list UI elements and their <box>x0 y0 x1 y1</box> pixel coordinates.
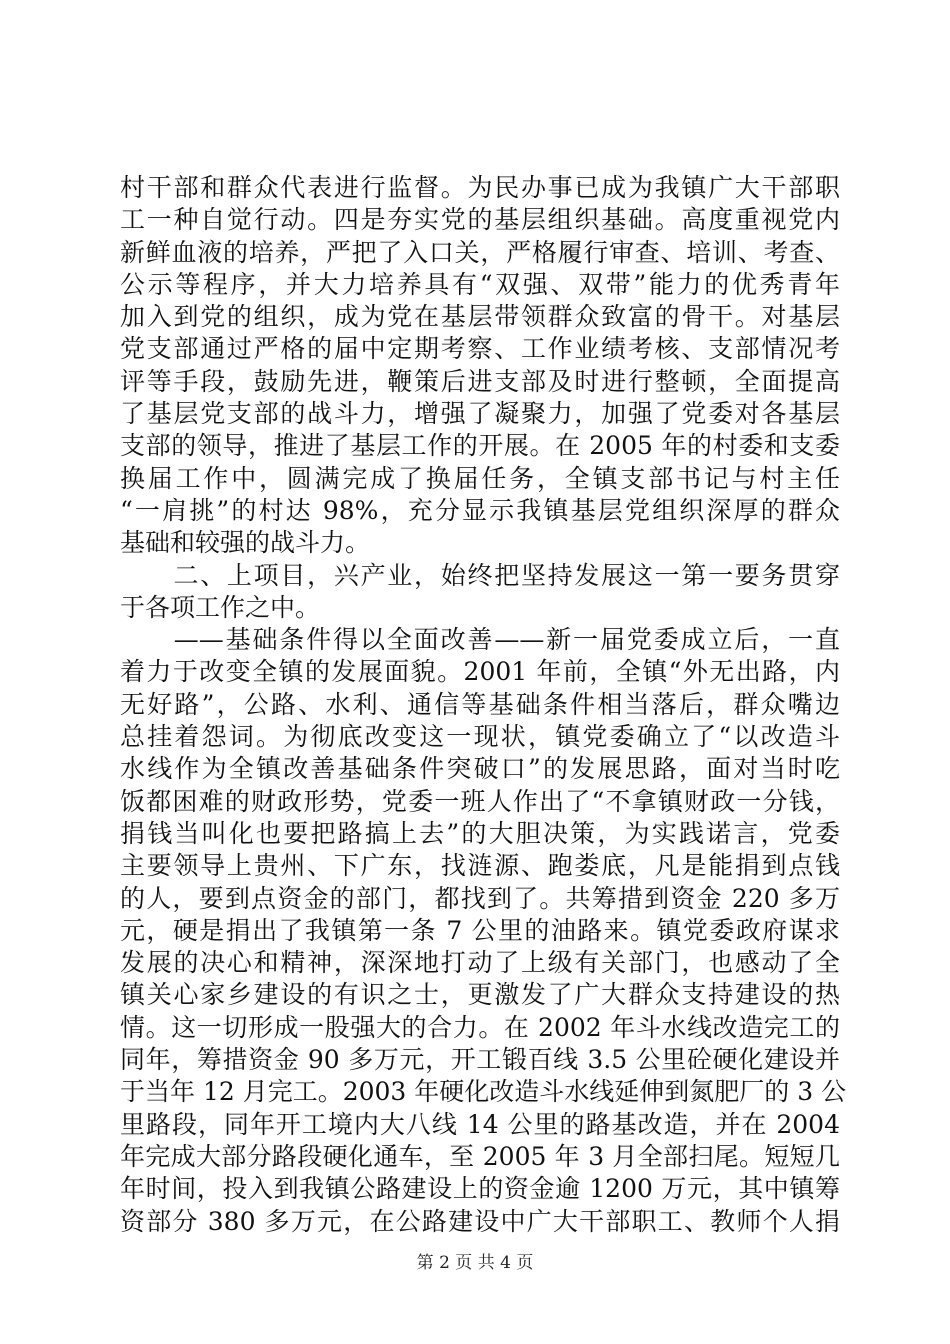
text-line: 年时间，投入到我镇公路建设上的资金逾 1200 万元，其中镇筹 <box>120 1174 840 1204</box>
text-line: 水线作为全镇改善基础条件突破口”的发展思路，面对当时吃 <box>120 754 840 784</box>
text-line: 新鲜血液的培养，严把了入口关，严格履行审查、培训、考查、 <box>120 237 840 267</box>
text-line: 于各项工作之中。 <box>120 592 321 622</box>
text-line: 换届工作中，圆满完成了换届任务，全镇支部书记与村主任 <box>120 463 840 493</box>
text-line: 二、上项目，兴产业，始终把坚持发展这一第一要务贯穿 <box>120 560 840 590</box>
text-line: 发展的决心和精神，深深地打动了上级有关部门，也感动了全 <box>120 948 840 978</box>
text-line: 工一种自觉行动。四是夯实党的基层组织基础。高度重视党内 <box>120 205 840 235</box>
text-line: 支部的领导，推进了基层工作的开展。在 2005 年的村委和支委 <box>120 431 840 461</box>
text-line: 年完成大部分路段硬化通车，至 2005 年 3 月全部扫尾。短短几 <box>120 1141 840 1171</box>
text-line: 元，硬是捐出了我镇第一条 7 公里的油路来。镇党委政府谋求 <box>120 915 840 945</box>
page-number-footer: 第 2 页 共 4 页 <box>416 1253 534 1273</box>
text-line: 资部分 380 多万元，在公路建设中广大干部职工、教师个人捐 <box>120 1206 840 1236</box>
text-line: 主要领导上贵州、下广东，找涟源、跑娄底，凡是能捐到点钱 <box>120 851 840 881</box>
document-body <box>120 172 847 1238</box>
text-line: 基础和较强的战斗力。 <box>120 528 371 558</box>
text-line: 着力于改变全镇的发展面貌。2001 年前，全镇“外无出路，内 <box>120 657 840 687</box>
text-line: 镇关心家乡建设的有识之士，更激发了广大群众支持建设的热 <box>120 980 840 1010</box>
text-line: 于当年 12 月完工。2003 年硬化改造斗水线延伸到氮肥厂的 3 公 <box>120 1077 847 1107</box>
text-line: 党支部通过严格的届中定期考察、工作业绩考核、支部情况考 <box>120 334 840 364</box>
text-line: 里路段，同年开工境内大八线 14 公里的路基改造，并在 2004 <box>120 1109 840 1139</box>
text-line: 情。这一切形成一股强大的合力。在 2002 年斗水线改造完工的 <box>120 1012 840 1042</box>
text-line: 饭都困难的财政形势，党委一班人作出了“不拿镇财政一分钱， <box>120 786 840 816</box>
text-line: 同年，筹措资金 90 多万元，开工锻百线 3.5 公里砼硬化建设并 <box>120 1045 840 1075</box>
text-line: “一肩挑”的村达 98%，充分显示我镇基层党组织深厚的群众 <box>120 495 840 525</box>
text-line: 总挂着怨词。为彻底改变这一现状，镇党委确立了“以改造斗 <box>120 722 840 752</box>
text-line: 公示等程序，并大力培养具有“双强、双带”能力的优秀青年 <box>120 269 840 299</box>
text-line: 的人，要到点资金的部门，都找到了。共筹措到资金 220 多万 <box>120 883 840 913</box>
text-line: 无好路”，公路、水利、通信等基础条件相当落后，群众嘴边 <box>120 689 840 719</box>
text-line: 加入到党的组织，成为党在基层带领群众致富的骨干。对基层 <box>120 302 840 332</box>
text-line: 捐钱当叫化也要把路搞上去”的大胆决策，为实践诺言，党委 <box>120 818 840 848</box>
text-line: ——基础条件得以全面改善——新一届党委成立后，一直 <box>120 625 840 655</box>
text-line: 村干部和群众代表进行监督。为民办事已成为我镇广大干部职 <box>120 173 840 202</box>
text-line: 评等手段，鼓励先进，鞭策后进支部及时进行整顿，全面提高 <box>120 366 840 396</box>
text-line: 了基层党支部的战斗力，增强了凝聚力，加强了党委对各基层 <box>120 399 840 429</box>
